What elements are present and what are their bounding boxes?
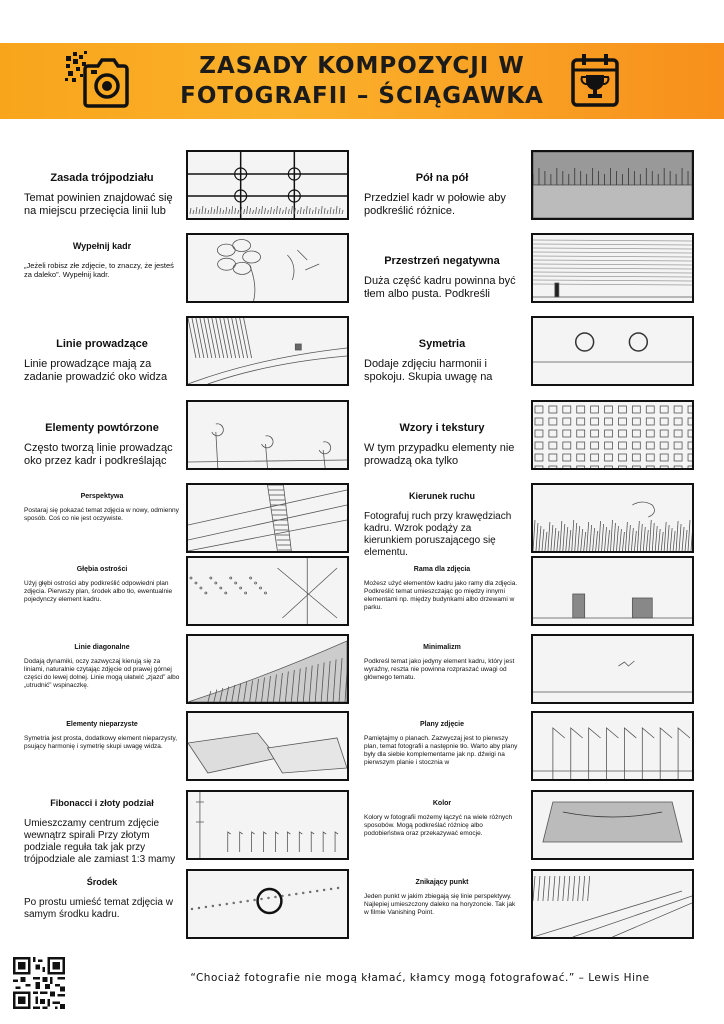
rule-example-photo: [531, 150, 694, 220]
photo-sketch: [188, 792, 347, 858]
rule-description: Pamiętajmy o planach. Zazwyczaj jest to pierwszy plan, temat fotografii a następnie tło. Warto aby plany były dla siebie komplementarne jak np. dźwigi na pierwszym planie i stocznia w: [364, 735, 518, 766]
rule-title: Głębia ostrości: [76, 566, 128, 573]
rule-title: Linie diagonalne: [74, 644, 130, 651]
rule-description: Po prostu umieść temat zdjęcia w samym środku kadru.: [24, 897, 173, 920]
photo-sketch: [533, 235, 692, 301]
rule-example-photo: [186, 869, 349, 939]
rule-description: Dodaje zdjęciu harmonii i spokoju. Skupia uwagę na: [364, 358, 493, 383]
rule-title: Rama dla zdjęcia: [413, 566, 471, 573]
rule-example-photo: [531, 233, 694, 303]
rule-description: Użyj głębi ostrości aby podkreślić odpowiedni plan zdjęcia. Pierwszy plan, środek albo tło, ewentualnie pojedynczy element kadru.: [24, 580, 173, 603]
rule-example-photo: [186, 316, 349, 386]
rule-description: Podkreśl temat jako jedyny element kadru, który jest wyraźny, reszta nie powinna rozpraszać uwagi od głównego tematu.: [364, 658, 515, 681]
rule-title: Zasada trójpodziału: [50, 172, 154, 184]
rule-title: Perspektywa: [80, 493, 124, 500]
rule-description: Umieszczamy centrum zdjęcie wewnątrz spirali Przy złotym podziale reguła tak jak przy trójpodziale ale zamiast 1:3 mamy: [24, 818, 176, 865]
trophy-calendar-icon: [570, 52, 620, 108]
rule-description: Jeden punkt w jakim zbiegają się linie perspektywy. Najlepiej umieszczony daleko na horyzoncie. Tak jak w filmie Vanishing Point.: [364, 893, 516, 916]
rule-description: Często tworzą linie prowadząc oko przez kadr i podkreślając: [24, 442, 173, 467]
rule-title: Kierunek ruchu: [408, 491, 475, 501]
rule-example-photo: [531, 556, 694, 626]
photo-sketch: [533, 713, 692, 779]
rule-example-photo: [531, 316, 694, 386]
rule-title: Minimalizm: [423, 644, 461, 651]
rule-example-photo: [186, 483, 349, 553]
rule-title: Wzory i tekstury: [399, 422, 485, 434]
rule-description: „Jeżeli robisz złe zdjęcie, to znaczy, że jesteś za daleko”. Wypełnij kadr.: [24, 261, 174, 279]
rule-example-photo: [531, 634, 694, 704]
photo-sketch: [533, 636, 692, 702]
rule-description: Kolory w fotografii możemy łączyć na wiele różnych sposobów. Mogą podkreślać różnicę albo podobieństwa oraz przekazywać emocje.: [364, 814, 513, 837]
rule-title: Symetria: [418, 338, 466, 350]
rule-example-photo: [531, 400, 694, 470]
camera-icon: [64, 50, 130, 112]
rule-description: Duża część kadru powinna być tłem albo pusta. Podkreśli: [364, 275, 516, 300]
photo-sketch: [188, 636, 347, 702]
photo-sketch: [533, 792, 692, 858]
rule-title: Linie prowadzące: [56, 338, 148, 350]
rule-example-photo: [531, 790, 694, 860]
rule-description: W tym przypadku elementy nie prowadzą oka tylko: [364, 442, 515, 467]
rule-example-photo: [186, 556, 349, 626]
rule-description: Dodają dynamiki, oczy zazwyczaj kierują się za liniami, naturalnie czytając zdjęcie od prawej górnej części do lewej dolnej. Linie mogą ułatwić „zjazd” albo „utrudnić” wspinaczkę.: [24, 658, 180, 689]
rule-description: Fotografuj ruch przy krawędziach kadru. Wzrok podąży za kierunkiem poruszającego się elementu.: [364, 511, 512, 558]
photo-sketch: [533, 152, 692, 218]
rule-title: Przestrzeń negatywna: [384, 255, 500, 267]
rule-title: Plany zdjęcie: [420, 721, 464, 728]
photo-sketch: [188, 558, 347, 624]
rule-description: Linie prowadzące mają za zadanie prowadzić oko widza: [24, 358, 168, 383]
rule-title: Środek: [86, 877, 118, 887]
rule-example-photo: [186, 711, 349, 781]
photo-sketch: [188, 402, 347, 468]
photo-sketch: [533, 402, 692, 468]
header-banner: [0, 43, 724, 119]
rule-description: Przedziel kadr w połowie aby podkreślić różnice.: [364, 192, 506, 217]
rule-title: Fibonacci i złoty podział: [50, 798, 154, 808]
photo-sketch: [188, 318, 347, 384]
photo-sketch: [533, 485, 692, 551]
rule-title: Kolor: [432, 800, 452, 807]
rule-example-photo: [186, 150, 349, 220]
footer-quote: “Chociaż fotografie nie mogą kłamać, kłamcy mogą fotografować.” – Lewis Hine: [190, 972, 650, 984]
photo-sketch: [188, 235, 347, 301]
photo-sketch: [188, 713, 347, 779]
qr-code-icon: [13, 957, 65, 1009]
rule-example-photo: [531, 483, 694, 553]
rule-example-photo: [531, 711, 694, 781]
photo-sketch: [533, 871, 692, 937]
rule-example-photo: [186, 400, 349, 470]
rule-description: Możesz użyć elementów kadru jako ramy dla zdjęcia. Podkreślić temat umieszczając go między innymi elementami np. między budynkami albo drzewami w parku.: [364, 580, 518, 611]
title-line-1: ZASADY KOMPOZYCJI W: [199, 53, 525, 79]
rule-title: Pół na pół: [415, 172, 469, 184]
rule-title: Elementy powtórzone: [45, 422, 159, 434]
rule-title: Elementy nieparzyste: [66, 721, 138, 728]
photo-sketch: [533, 558, 692, 624]
rule-example-photo: [186, 634, 349, 704]
rule-description: Postaraj się pokazać temat zdjęcia w nowy, odmienny sposób. Coś co nie jest oczywiste.: [24, 507, 179, 522]
page-title: [140, 51, 584, 111]
rule-description: Symetria jest prosta, dodatkowy element nieparzysty, psujący harmonię i symetrię skupi uwagę widza.: [24, 735, 178, 750]
rule-title: Znikający punkt: [415, 879, 469, 886]
rule-description: Temat powinien znajdować się na miejscu przecięcia linii lub: [24, 192, 173, 217]
rule-example-photo: [531, 869, 694, 939]
photo-sketch: [188, 485, 347, 551]
rule-title: Wypełnij kadr: [72, 241, 132, 251]
title-line-2: FOTOGRAFII – ŚCIĄGAWKA: [180, 83, 544, 109]
rule-example-photo: [186, 790, 349, 860]
photo-sketch: [533, 318, 692, 384]
photo-sketch: [188, 152, 347, 218]
rule-example-photo: [186, 233, 349, 303]
photo-sketch: [188, 871, 347, 937]
